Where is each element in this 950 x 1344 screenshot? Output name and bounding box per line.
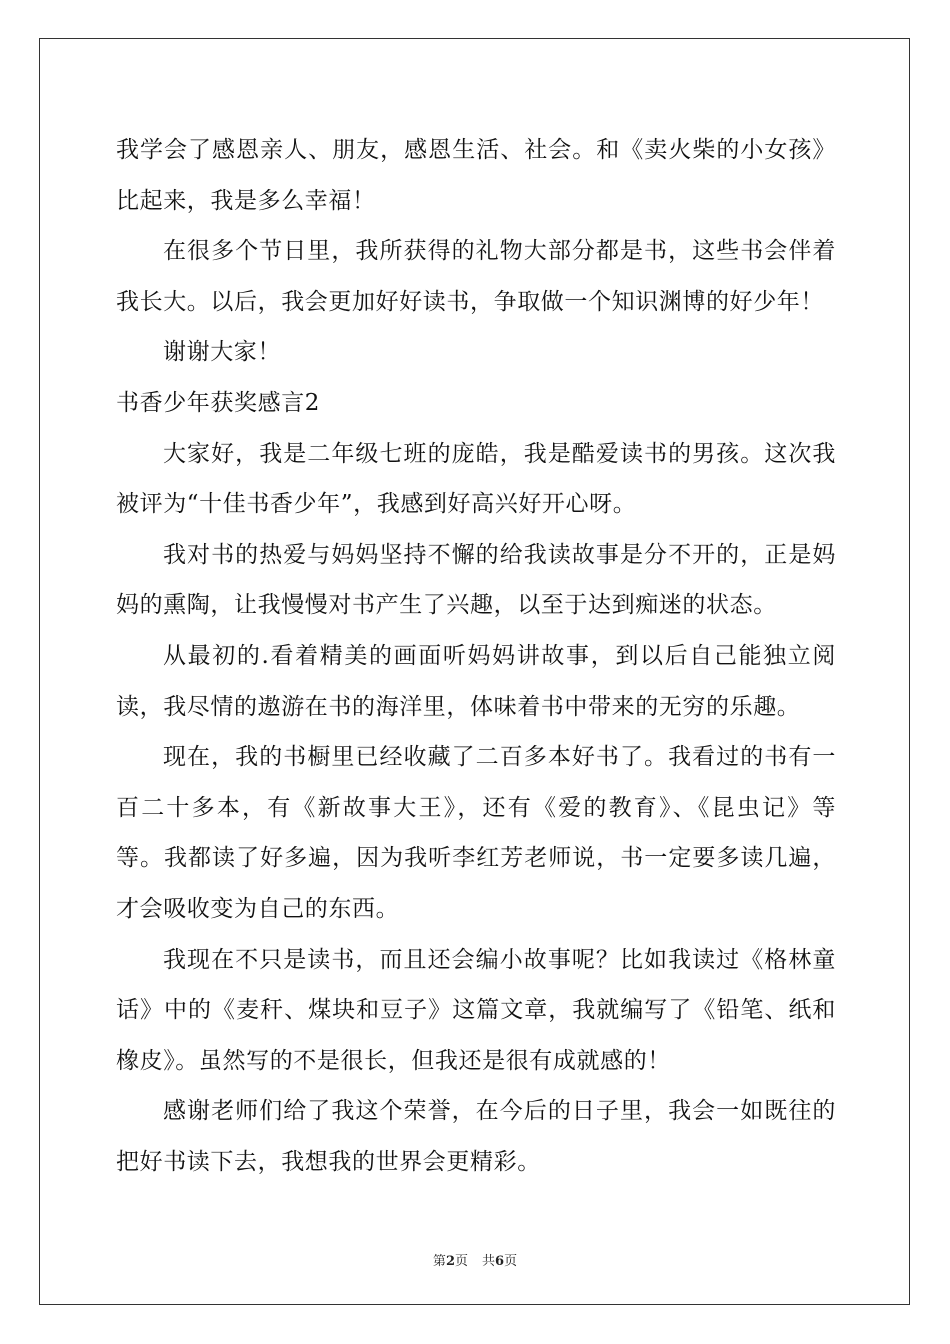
total-page-number: 6 (495, 1254, 505, 1269)
paragraph: 在很多个节日里，我所获得的礼物大部分都是书，这些书会伴着我长大。以后，我会更加好好读书，争取做一个知识渊博的好少年！ (116, 238, 836, 315)
paragraph: 我对书的热爱与妈妈坚持不懈的给我读故事是分不开的，正是妈妈的熏陶，让我慢慢对书产生了兴趣，以至于达到痴迷的状态。 (116, 541, 836, 619)
paragraph: 感谢老师们给了我这个荣誉，在今后的日子里，我会一如既往的把好书读下去，我想我的世界会更精彩。 (116, 1098, 836, 1175)
section-heading: 书香少年获奖感言2 (116, 389, 321, 416)
paragraph: 大家好，我是二年级七班的庞皓，我是酷爱读书的男孩。这次我被评为“十佳书香少年”，我感到好高兴好开心呀。 (116, 440, 836, 518)
paragraph: 我学会了感恩亲人、朋友，感恩生活、社会。和《卖火柴的小女孩》比起来，我是多么幸福！ (116, 137, 836, 214)
current-page-number: 2 (445, 1254, 455, 1269)
page-indicator: 第2页 (432, 1254, 468, 1269)
paragraph: 我现在不只是读书，而且还会编小故事呢？比如我读过《格林童话》中的《麦秆、煤块和豆子》这篇文章，我就编写了《铅笔、纸和橡皮》。虽然写的不是很长，但我还是很有成就感的！ (116, 946, 836, 1074)
paragraph: 从最初的.看着精美的画面听妈妈讲故事，到以后自己能独立阅读，我尽情的遨游在书的海洋里，体味着书中带来的无穷的乐趣。 (116, 642, 836, 720)
page-footer (0, 1250, 950, 1269)
total-pages-indicator: 共6页 (482, 1254, 518, 1269)
document-body (116, 125, 836, 1187)
paragraph: 现在，我的书橱里已经收藏了二百多本好书了。我看过的书有一百二十多本，有《新故事大王》，还有《爱的教育》、《昆虫记》等等。我都读了好多遍，因为我听李红芳老师说，书一定要多读几遍，才会吸收变为自己的东西。 (116, 744, 836, 922)
paragraph: 谢谢大家！ (163, 339, 281, 366)
